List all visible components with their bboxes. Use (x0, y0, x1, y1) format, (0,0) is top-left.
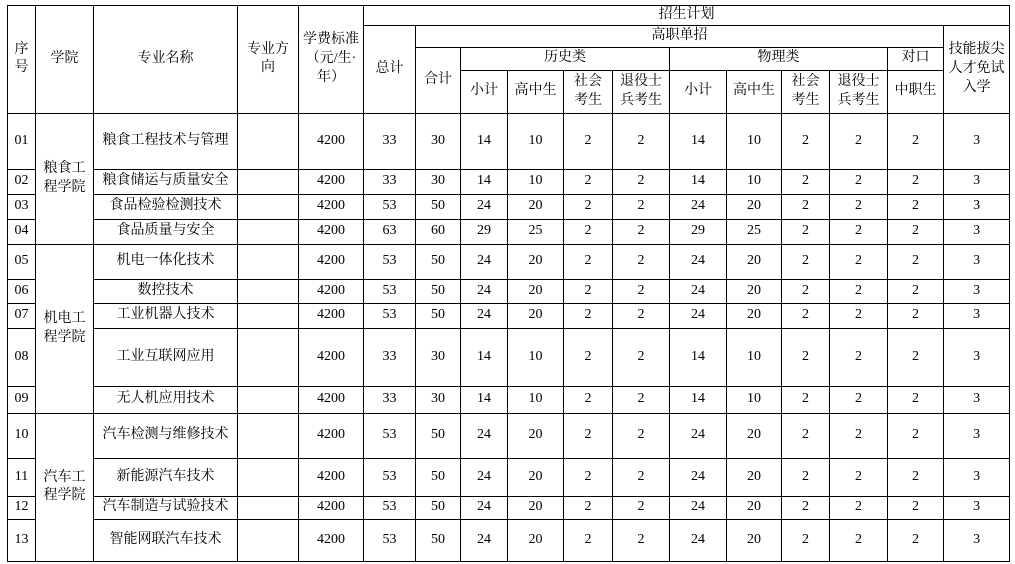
table-row (8, 386, 1010, 413)
row-number-cell: 05 (8, 244, 36, 279)
major-name-cell: 工业机器人技术 (94, 303, 238, 328)
history-xiaoji-cell: 24 (461, 458, 508, 496)
row-number-cell: 09 (8, 386, 36, 413)
major-direction-cell (238, 303, 299, 328)
col-header-subtotal: 合计 (416, 47, 461, 113)
physics-xiaoji-cell: 24 (670, 519, 727, 561)
col-header-physics-social: 社会考生 (782, 70, 830, 113)
subtotal-cell: 50 (416, 519, 461, 561)
history-xiaoji-cell: 14 (461, 113, 508, 169)
physics-highschool-cell: 20 (727, 519, 782, 561)
major-name-cell: 粮食储运与质量安全 (94, 169, 238, 194)
row-number-cell: 11 (8, 458, 36, 496)
secondary-vocational-cell: 2 (888, 303, 944, 328)
tuition-cell: 4200 (299, 219, 364, 244)
history-veteran-cell: 2 (613, 169, 670, 194)
history-social-cell: 2 (564, 519, 613, 561)
table-row (8, 328, 1010, 386)
major-direction-cell (238, 169, 299, 194)
major-name-cell: 粮食工程技术与管理 (94, 113, 238, 169)
history-social-cell: 2 (564, 496, 613, 519)
subtotal-cell: 50 (416, 413, 461, 458)
col-header-physics-veteran: 退役士兵考生 (830, 70, 888, 113)
physics-veteran-cell: 2 (830, 279, 888, 303)
physics-xiaoji-cell: 24 (670, 194, 727, 219)
secondary-vocational-cell: 2 (888, 386, 944, 413)
physics-xiaoji-cell: 24 (670, 303, 727, 328)
history-xiaoji-cell: 14 (461, 169, 508, 194)
history-highschool-cell: 20 (508, 303, 564, 328)
history-social-cell: 2 (564, 169, 613, 194)
physics-highschool-cell: 20 (727, 244, 782, 279)
grand-total-cell: 33 (364, 113, 416, 169)
grand-total-cell: 53 (364, 279, 416, 303)
tuition-cell: 4200 (299, 496, 364, 519)
physics-xiaoji-cell: 24 (670, 496, 727, 519)
table-row (8, 413, 1010, 458)
skill-exemption-cell: 3 (944, 386, 1010, 413)
grand-total-cell: 53 (364, 303, 416, 328)
history-highschool-cell: 20 (508, 519, 564, 561)
col-header-major-direction: 专业方向 (238, 6, 299, 114)
history-xiaoji-cell: 14 (461, 328, 508, 386)
grand-total-cell: 53 (364, 458, 416, 496)
physics-highschool-cell: 10 (727, 386, 782, 413)
col-header-single-recruit: 高职单招 (416, 25, 944, 47)
secondary-vocational-cell: 2 (888, 194, 944, 219)
history-highschool-cell: 20 (508, 279, 564, 303)
skill-exemption-cell: 3 (944, 169, 1010, 194)
physics-veteran-cell: 2 (830, 303, 888, 328)
tuition-cell: 4200 (299, 244, 364, 279)
major-direction-cell (238, 194, 299, 219)
physics-veteran-cell: 2 (830, 458, 888, 496)
col-header-serial: 序号 (8, 6, 36, 114)
history-social-cell: 2 (564, 413, 613, 458)
grand-total-cell: 33 (364, 386, 416, 413)
major-name-cell: 无人机应用技术 (94, 386, 238, 413)
physics-veteran-cell: 2 (830, 219, 888, 244)
col-header-physics-highschool: 高中生 (727, 70, 782, 113)
physics-social-cell: 2 (782, 413, 830, 458)
subtotal-cell: 30 (416, 169, 461, 194)
tuition-cell: 4200 (299, 386, 364, 413)
physics-highschool-cell: 20 (727, 194, 782, 219)
history-social-cell: 2 (564, 279, 613, 303)
secondary-vocational-cell: 2 (888, 519, 944, 561)
history-social-cell: 2 (564, 458, 613, 496)
history-highschool-cell: 20 (508, 244, 564, 279)
history-highschool-cell: 10 (508, 328, 564, 386)
tuition-cell: 4200 (299, 113, 364, 169)
secondary-vocational-cell: 2 (888, 413, 944, 458)
major-name-cell: 工业互联网应用 (94, 328, 238, 386)
history-highschool-cell: 20 (508, 458, 564, 496)
tuition-cell: 4200 (299, 458, 364, 496)
col-header-counterpart: 对口 (888, 47, 944, 70)
col-header-history-xiaoji: 小计 (461, 70, 508, 113)
major-direction-cell (238, 496, 299, 519)
history-veteran-cell: 2 (613, 279, 670, 303)
row-number-cell: 10 (8, 413, 36, 458)
physics-social-cell: 2 (782, 194, 830, 219)
physics-social-cell: 2 (782, 303, 830, 328)
row-number-cell: 08 (8, 328, 36, 386)
subtotal-cell: 50 (416, 496, 461, 519)
physics-highschool-cell: 10 (727, 113, 782, 169)
subtotal-cell: 30 (416, 328, 461, 386)
row-number-cell: 04 (8, 219, 36, 244)
history-highschool-cell: 10 (508, 386, 564, 413)
subtotal-cell: 50 (416, 279, 461, 303)
major-direction-cell (238, 219, 299, 244)
row-number-cell: 13 (8, 519, 36, 561)
major-direction-cell (238, 519, 299, 561)
history-veteran-cell: 2 (613, 496, 670, 519)
skill-exemption-cell: 3 (944, 219, 1010, 244)
major-direction-cell (238, 244, 299, 279)
physics-highschool-cell: 25 (727, 219, 782, 244)
secondary-vocational-cell: 2 (888, 458, 944, 496)
major-direction-cell (238, 113, 299, 169)
grand-total-cell: 53 (364, 244, 416, 279)
skill-exemption-cell: 3 (944, 413, 1010, 458)
skill-exemption-cell: 3 (944, 303, 1010, 328)
skill-exemption-cell: 3 (944, 458, 1010, 496)
physics-veteran-cell: 2 (830, 244, 888, 279)
major-name-cell: 新能源汽车技术 (94, 458, 238, 496)
history-xiaoji-cell: 24 (461, 244, 508, 279)
subtotal-cell: 30 (416, 113, 461, 169)
physics-xiaoji-cell: 14 (670, 386, 727, 413)
history-veteran-cell: 2 (613, 113, 670, 169)
physics-highschool-cell: 10 (727, 169, 782, 194)
col-header-major-name: 专业名称 (94, 6, 238, 114)
header-row-1 (8, 6, 1010, 26)
physics-highschool-cell: 10 (727, 328, 782, 386)
skill-exemption-cell: 3 (944, 244, 1010, 279)
secondary-vocational-cell: 2 (888, 113, 944, 169)
col-header-secondary-vocational: 中职生 (888, 70, 944, 113)
history-social-cell: 2 (564, 113, 613, 169)
history-highschool-cell: 10 (508, 169, 564, 194)
table-row (8, 458, 1010, 496)
table-row (8, 113, 1010, 169)
col-header-physics-category: 物理类 (670, 47, 888, 70)
history-highschool-cell: 10 (508, 113, 564, 169)
physics-highschool-cell: 20 (727, 458, 782, 496)
tuition-cell: 4200 (299, 519, 364, 561)
col-header-history-veteran: 退役士兵考生 (613, 70, 670, 113)
history-highschool-cell: 20 (508, 194, 564, 219)
grand-total-cell: 53 (364, 519, 416, 561)
major-direction-cell (238, 386, 299, 413)
table-row (8, 279, 1010, 303)
row-number-cell: 07 (8, 303, 36, 328)
history-xiaoji-cell: 24 (461, 496, 508, 519)
skill-exemption-cell: 3 (944, 496, 1010, 519)
history-social-cell: 2 (564, 328, 613, 386)
subtotal-cell: 50 (416, 194, 461, 219)
grand-total-cell: 33 (364, 328, 416, 386)
secondary-vocational-cell: 2 (888, 328, 944, 386)
major-direction-cell (238, 413, 299, 458)
secondary-vocational-cell: 2 (888, 169, 944, 194)
subtotal-cell: 50 (416, 244, 461, 279)
physics-xiaoji-cell: 24 (670, 413, 727, 458)
college-cell: 汽车工程学院 (36, 413, 94, 561)
physics-xiaoji-cell: 14 (670, 328, 727, 386)
physics-xiaoji-cell: 24 (670, 244, 727, 279)
skill-exemption-cell: 3 (944, 519, 1010, 561)
college-cell: 粮食工程学院 (36, 113, 94, 244)
major-direction-cell (238, 328, 299, 386)
major-name-cell: 数控技术 (94, 279, 238, 303)
history-highschool-cell: 20 (508, 413, 564, 458)
physics-social-cell: 2 (782, 519, 830, 561)
history-social-cell: 2 (564, 244, 613, 279)
row-number-cell: 02 (8, 169, 36, 194)
tuition-cell: 4200 (299, 303, 364, 328)
subtotal-cell: 60 (416, 219, 461, 244)
physics-social-cell: 2 (782, 458, 830, 496)
table-row (8, 244, 1010, 279)
col-header-history-social: 社会考生 (564, 70, 613, 113)
physics-social-cell: 2 (782, 328, 830, 386)
history-veteran-cell: 2 (613, 303, 670, 328)
secondary-vocational-cell: 2 (888, 219, 944, 244)
col-header-history-category: 历史类 (461, 47, 670, 70)
tuition-cell: 4200 (299, 279, 364, 303)
history-veteran-cell: 2 (613, 458, 670, 496)
history-xiaoji-cell: 24 (461, 413, 508, 458)
physics-veteran-cell: 2 (830, 386, 888, 413)
grand-total-cell: 53 (364, 496, 416, 519)
table-body (8, 113, 1010, 561)
physics-veteran-cell: 2 (830, 113, 888, 169)
table-row (8, 219, 1010, 244)
subtotal-cell: 50 (416, 458, 461, 496)
history-social-cell: 2 (564, 386, 613, 413)
tuition-cell: 4200 (299, 169, 364, 194)
enrollment-plan-table (7, 5, 1010, 562)
major-direction-cell (238, 458, 299, 496)
col-header-grand-total: 总计 (364, 25, 416, 113)
history-xiaoji-cell: 29 (461, 219, 508, 244)
grand-total-cell: 53 (364, 194, 416, 219)
row-number-cell: 01 (8, 113, 36, 169)
tuition-cell: 4200 (299, 413, 364, 458)
row-number-cell: 12 (8, 496, 36, 519)
physics-social-cell: 2 (782, 219, 830, 244)
major-name-cell: 食品质量与安全 (94, 219, 238, 244)
history-xiaoji-cell: 14 (461, 386, 508, 413)
physics-highschool-cell: 20 (727, 496, 782, 519)
major-name-cell: 汽车检测与维修技术 (94, 413, 238, 458)
history-veteran-cell: 2 (613, 413, 670, 458)
grand-total-cell: 33 (364, 169, 416, 194)
col-header-enrollment-plan: 招生计划 (364, 6, 1010, 26)
tuition-cell: 4200 (299, 328, 364, 386)
physics-veteran-cell: 2 (830, 496, 888, 519)
history-social-cell: 2 (564, 219, 613, 244)
physics-xiaoji-cell: 29 (670, 219, 727, 244)
table-row (8, 194, 1010, 219)
secondary-vocational-cell: 2 (888, 496, 944, 519)
physics-social-cell: 2 (782, 169, 830, 194)
history-veteran-cell: 2 (613, 244, 670, 279)
history-social-cell: 2 (564, 303, 613, 328)
physics-social-cell: 2 (782, 496, 830, 519)
skill-exemption-cell: 3 (944, 279, 1010, 303)
major-name-cell: 食品检验检测技术 (94, 194, 238, 219)
physics-veteran-cell: 2 (830, 169, 888, 194)
physics-highschool-cell: 20 (727, 413, 782, 458)
physics-veteran-cell: 2 (830, 328, 888, 386)
tuition-cell: 4200 (299, 194, 364, 219)
physics-social-cell: 2 (782, 279, 830, 303)
physics-xiaoji-cell: 14 (670, 169, 727, 194)
col-header-skill-exemption: 技能拔尖人才免试入学 (944, 25, 1010, 113)
history-social-cell: 2 (564, 194, 613, 219)
physics-veteran-cell: 2 (830, 413, 888, 458)
physics-highschool-cell: 20 (727, 303, 782, 328)
physics-veteran-cell: 2 (830, 194, 888, 219)
table-row (8, 303, 1010, 328)
major-direction-cell (238, 279, 299, 303)
history-veteran-cell: 2 (613, 386, 670, 413)
grand-total-cell: 53 (364, 413, 416, 458)
col-header-history-highschool: 高中生 (508, 70, 564, 113)
subtotal-cell: 30 (416, 386, 461, 413)
row-number-cell: 06 (8, 279, 36, 303)
major-name-cell: 汽车制造与试验技术 (94, 496, 238, 519)
col-header-tuition: 学费标准（元/生·年） (299, 6, 364, 114)
history-veteran-cell: 2 (613, 519, 670, 561)
physics-xiaoji-cell: 14 (670, 113, 727, 169)
physics-social-cell: 2 (782, 113, 830, 169)
skill-exemption-cell: 3 (944, 113, 1010, 169)
history-xiaoji-cell: 24 (461, 303, 508, 328)
history-veteran-cell: 2 (613, 219, 670, 244)
history-xiaoji-cell: 24 (461, 279, 508, 303)
col-header-college: 学院 (36, 6, 94, 114)
physics-xiaoji-cell: 24 (670, 279, 727, 303)
physics-social-cell: 2 (782, 244, 830, 279)
table-header (8, 6, 1010, 114)
major-name-cell: 智能网联汽车技术 (94, 519, 238, 561)
subtotal-cell: 50 (416, 303, 461, 328)
history-xiaoji-cell: 24 (461, 519, 508, 561)
history-veteran-cell: 2 (613, 194, 670, 219)
physics-xiaoji-cell: 24 (670, 458, 727, 496)
table-row (8, 496, 1010, 519)
secondary-vocational-cell: 2 (888, 279, 944, 303)
table-row (8, 169, 1010, 194)
table-row (8, 519, 1010, 561)
history-veteran-cell: 2 (613, 328, 670, 386)
col-header-physics-xiaoji: 小计 (670, 70, 727, 113)
college-cell: 机电工程学院 (36, 244, 94, 413)
physics-social-cell: 2 (782, 386, 830, 413)
skill-exemption-cell: 3 (944, 328, 1010, 386)
history-highschool-cell: 25 (508, 219, 564, 244)
physics-veteran-cell: 2 (830, 519, 888, 561)
physics-highschool-cell: 20 (727, 279, 782, 303)
secondary-vocational-cell: 2 (888, 244, 944, 279)
history-xiaoji-cell: 24 (461, 194, 508, 219)
major-name-cell: 机电一体化技术 (94, 244, 238, 279)
grand-total-cell: 63 (364, 219, 416, 244)
row-number-cell: 03 (8, 194, 36, 219)
history-highschool-cell: 20 (508, 496, 564, 519)
skill-exemption-cell: 3 (944, 194, 1010, 219)
